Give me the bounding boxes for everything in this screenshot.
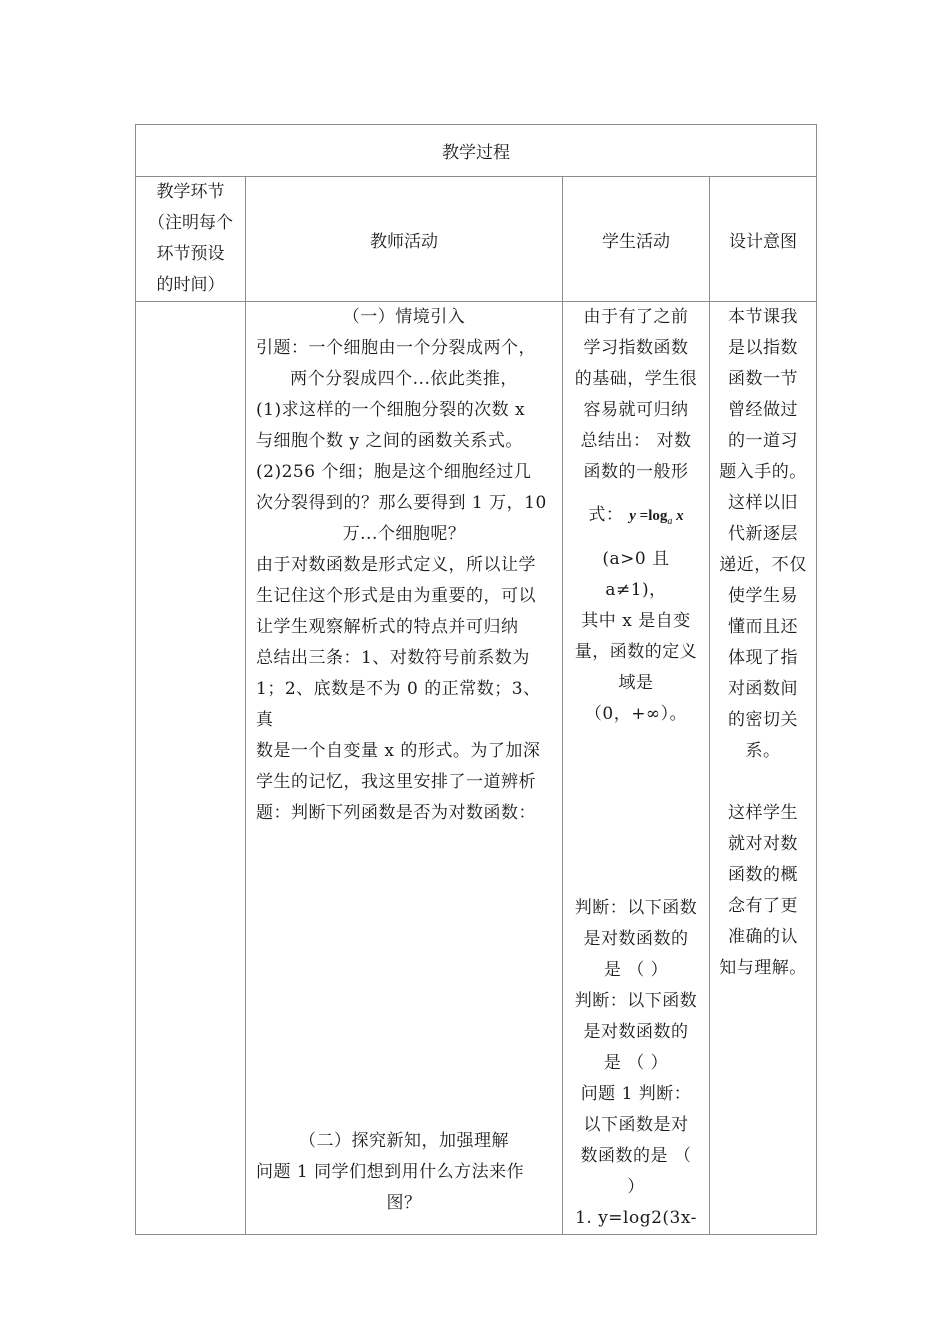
- student-line: 是 （ ）: [603, 960, 669, 980]
- formula-eq: =log: [639, 508, 668, 524]
- student-line: 其中 x 是自变: [581, 611, 691, 631]
- design-line: 就对对数: [728, 834, 798, 854]
- teacher-line: 图？: [386, 1193, 422, 1213]
- design-line: 代新逐层: [728, 524, 798, 544]
- teacher-line: 数是一个自变量 x 的形式。为了加深: [256, 741, 541, 761]
- teaching-process-table: [135, 124, 817, 1235]
- formula-base: a: [667, 516, 673, 527]
- student-line: 总结出： 对数: [580, 431, 692, 451]
- student-activity-cell: [563, 302, 710, 1235]
- design-line: 题入手的。: [719, 462, 807, 482]
- header-stage-line: （注明每个: [148, 213, 233, 233]
- table-title: 教学过程: [136, 125, 817, 177]
- design-line: 函数的概: [728, 865, 798, 885]
- design-line: 体现了指: [728, 648, 798, 668]
- teacher-line: （一）情境引入: [342, 307, 466, 327]
- teacher-block-b: [256, 1126, 552, 1219]
- design-line: 是以指数: [728, 338, 798, 358]
- teacher-line: 题：判断下列函数是否为对数函数：: [256, 803, 536, 823]
- header-stage-line: 教学环节: [156, 182, 225, 202]
- header-stage: [136, 177, 246, 302]
- student-line: 的基础，学生很: [574, 369, 698, 389]
- design-intent-cell: [710, 302, 817, 1235]
- teacher-line: 1；2、底数是不为 0 的正常数；3、真: [256, 679, 541, 730]
- design-line: 的密切关: [728, 710, 798, 730]
- log-formula: [629, 508, 684, 527]
- design-line: 的一道习: [728, 431, 798, 451]
- teacher-activity-cell: [246, 302, 563, 1235]
- teacher-line: 问题 1 同学们想到用什么方法来作: [256, 1162, 525, 1182]
- student-line: 是对数函数的: [583, 1022, 689, 1042]
- student-line: 判断：以下函数: [574, 991, 698, 1011]
- teacher-line: (2)256 个细；胞是这个细胞经过几: [256, 462, 532, 482]
- header-design: 设计意图: [710, 177, 817, 302]
- design-block-a: [716, 302, 810, 767]
- formula-x: x: [676, 508, 684, 524]
- teacher-line: 生记住这个形式是由为重要的，可以: [256, 586, 536, 606]
- design-line: 系。: [745, 741, 781, 761]
- teacher-line: 引题：一个细胞由一个分裂成两个，: [256, 338, 536, 358]
- header-stage-line: 环节预设: [156, 244, 225, 264]
- student-line: 域是: [618, 673, 654, 693]
- design-line: 函数一节: [728, 369, 798, 389]
- student-line: 1. y=log2(3x-: [575, 1208, 697, 1228]
- formula-line: [571, 488, 701, 538]
- header-student: 学生活动: [563, 177, 710, 302]
- header-stage-line: 的时间）: [156, 275, 225, 295]
- formula-prefix: 式：: [588, 505, 624, 525]
- student-line: 学习指数函数: [583, 338, 689, 358]
- student-line: 容易就可归纳: [583, 400, 689, 420]
- teacher-line: （二）探究新知，加强理解: [299, 1131, 509, 1151]
- student-line: （0，+∞）。: [584, 704, 688, 724]
- teacher-line: 与细胞个数 y 之间的函数关系式。: [256, 431, 523, 451]
- design-line: 本节课我: [728, 307, 798, 327]
- teacher-line: 让学生观察解析式的特点并可归纳: [256, 617, 519, 637]
- design-line: 懂而且还: [728, 617, 798, 637]
- student-line: 问题 1 判断：: [580, 1084, 692, 1104]
- student-line: 是对数函数的: [583, 929, 689, 949]
- stage-cell: [136, 302, 246, 1235]
- student-line: 由于有了之前: [583, 307, 689, 327]
- teacher-line: 两个分裂成四个...依此类推，: [290, 369, 518, 389]
- design-line: 这样以旧: [728, 493, 798, 513]
- header-teacher: 教师活动: [246, 177, 563, 302]
- teacher-line: 总结出三条：1、对数符号前系数为: [256, 648, 530, 668]
- student-line: (a>0 且 a≠1)，: [602, 549, 670, 600]
- student-line: 函数的一般形: [583, 462, 689, 482]
- teacher-block-a: [256, 302, 552, 829]
- student-block-c: [571, 893, 701, 1234]
- design-line: 知与理解。: [719, 958, 807, 978]
- design-line: 曾经做过: [728, 400, 798, 420]
- design-block-b: [716, 798, 810, 984]
- student-line: 以下函数是对: [583, 1115, 689, 1135]
- formula-y: y: [629, 508, 636, 524]
- content-row: [136, 302, 817, 1235]
- teacher-line: 由于对数函数是形式定义，所以让学: [256, 555, 536, 575]
- student-line: ）: [627, 1177, 645, 1197]
- design-line: 准确的认: [728, 927, 798, 947]
- design-line: 念有了更: [728, 896, 798, 916]
- design-line: 递近，不仅: [719, 555, 807, 575]
- student-line: 判断：以下函数: [574, 898, 698, 918]
- header-row: [136, 177, 817, 302]
- design-line: 使学生易: [728, 586, 798, 606]
- student-block-b: [571, 544, 701, 730]
- student-block-a: [571, 302, 701, 488]
- teacher-line: 次分裂得到的？那么要得到 1 万，10: [256, 493, 547, 513]
- teacher-line: (1)求这样的一个细胞分裂的次数 x: [256, 400, 526, 420]
- student-line: 是 （ ）: [603, 1053, 669, 1073]
- design-line: 这样学生: [728, 803, 798, 823]
- teacher-line: 学生的记忆，我这里安排了一道辨析: [256, 772, 536, 792]
- design-line: 对函数间: [728, 679, 798, 699]
- teacher-line: 万...个细胞呢？: [342, 524, 466, 544]
- student-line: 数函数的是 （: [580, 1146, 692, 1166]
- student-line: 量，函数的定义: [574, 642, 698, 662]
